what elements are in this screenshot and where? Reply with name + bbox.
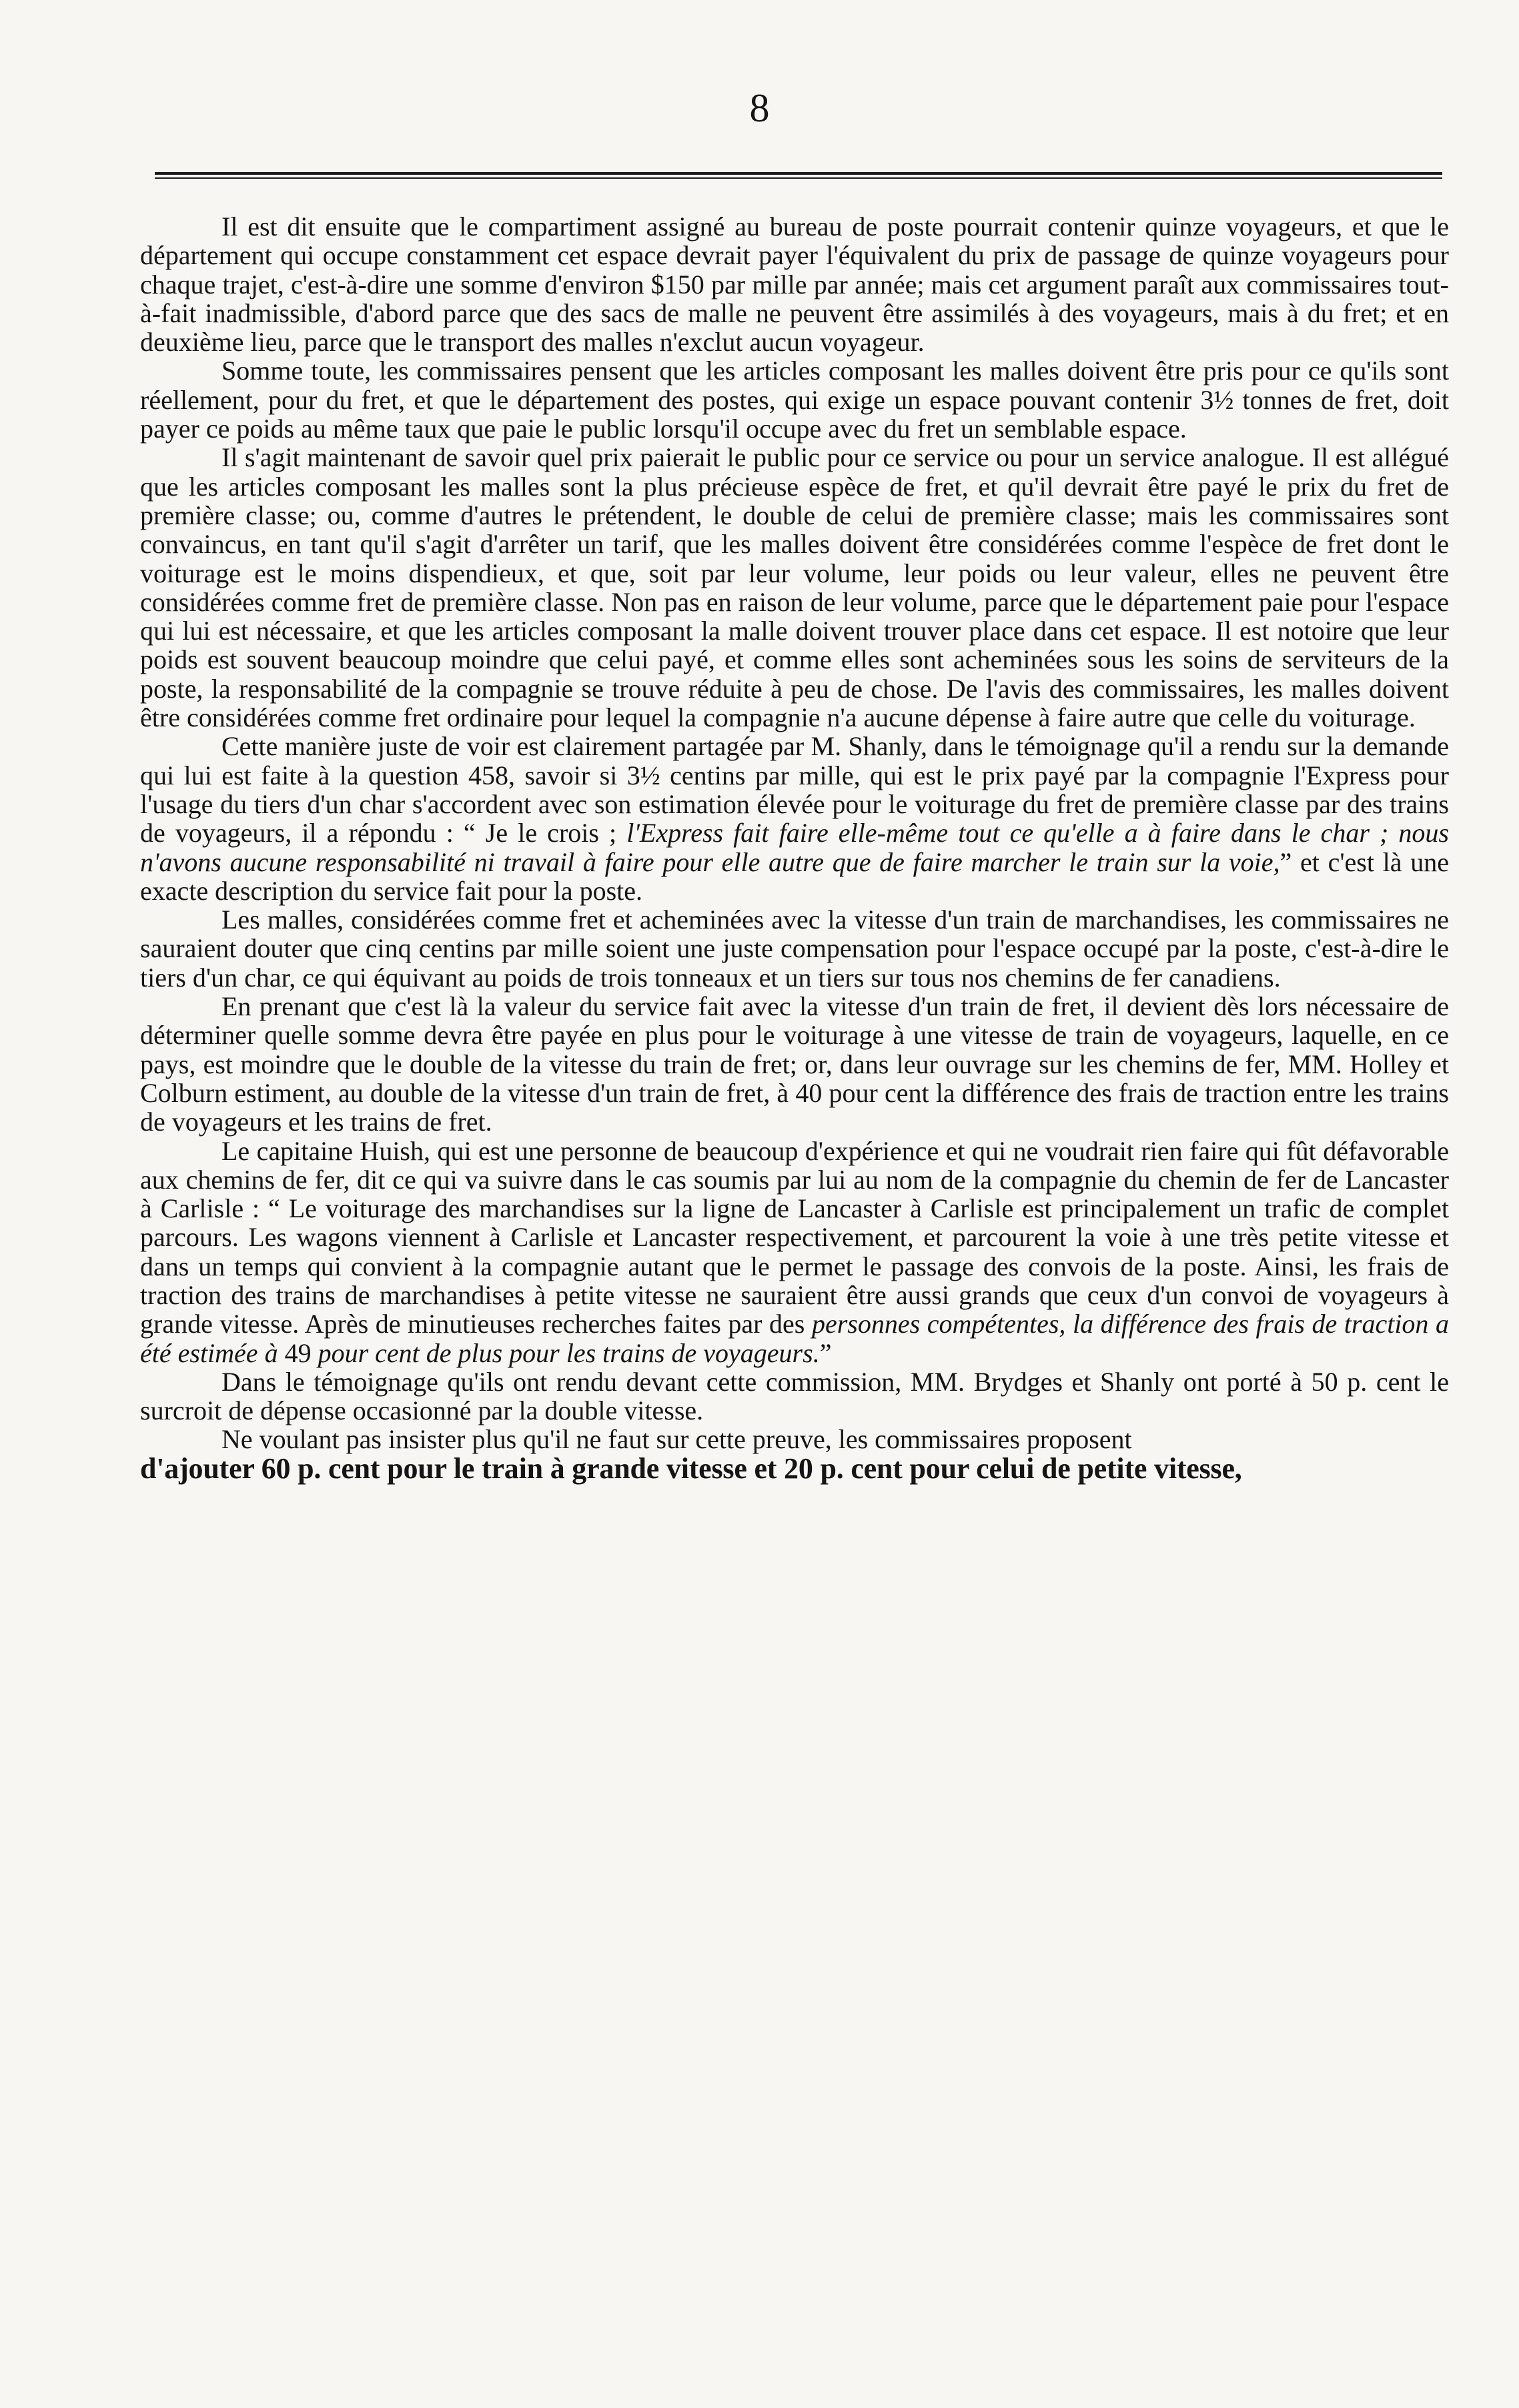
italic-quote: personnes compétentes, la différence des frais de traction a été estimée à bbox=[140, 1309, 1449, 1368]
paragraph bbox=[140, 1137, 1449, 1367]
paragraph bbox=[140, 212, 1449, 356]
text-segment: Les malles, considérées comme fret et acheminées avec la vitesse d'un train de marchandises, les commissaires ne sauraient douter que cinq centins par mille soient une juste compensation pour l'espace occupé par la poste, c'est-à-dire le tiers d'un char, ce qui équivant au poids de trois tonneaux et un tiers sur tous nos chemins de fer canadiens. bbox=[140, 905, 1449, 993]
text-segment: Il est dit ensuite que le compartiment assigné au bureau de poste pourrait contenir quinze voyageurs, et que le département qui occupe constamment cet espace devrait payer l'équivalent du prix de passage de quinze voyageurs pour chaque trajet, c'est-à-dire une somme d'environ $150 par mille par année; mais cet argument paraît aux commissaires tout-à-fait inadmissible, d'abord parce que des sacs de malle ne peuvent être assimilés à des voyageurs, mais à du fret; et en deuxième lieu, parce que le transport des malles n'exclut aucun voyageur. bbox=[140, 211, 1449, 358]
paragraph bbox=[140, 1367, 1449, 1425]
paragraph-last-line bbox=[140, 1451, 1449, 1485]
text-segment: ” bbox=[819, 1337, 832, 1368]
paragraph bbox=[140, 356, 1449, 443]
text-segment: ” et c'est là une exacte description du service fait pour la poste. bbox=[140, 846, 1449, 906]
paragraph bbox=[140, 1425, 1449, 1453]
text-segment: Somme toute, les commissaires pensent que les articles composant les malles doivent être pris pour ce qu'ils sont réellement, pour du fret, et que le département des postes, qui exige un espace pouvant contenir 3½ tonnes de fret, doit payer ce poids au même taux que paie le public lorsqu'il occupe avec du fret un semblable espace. bbox=[140, 356, 1449, 444]
text-segment: Dans le témoignage qu'ils ont rendu devant cette commission, MM. Brydges et Shanly ont porté à 50 p. cent le surcroit de dépense occasionné par la double vitesse. bbox=[140, 1366, 1449, 1426]
header-rule bbox=[155, 172, 1442, 179]
text-segment: En prenant que c'est là la valeur du service fait avec la vitesse d'un train de fret, il devient dès lors nécessaire de déterminer quelle somme devra être payée en plus pour le voiturage à une vitesse de train de voyageurs, laquelle, en ce pays, est moindre que le double de la vitesse du train de fret; or, dans leur ouvrage sur les chemins de fer, MM. Holley et Colburn estiment, au double de la vitesse d'un train de fret, à 40 pour cent la différence des frais de traction entre les trains de voyageurs et les trains de fret. bbox=[140, 991, 1449, 1137]
paragraph bbox=[140, 905, 1449, 992]
italic-quote: pour cent de plus pour les trains de voyageurs. bbox=[318, 1337, 820, 1368]
paragraph bbox=[140, 992, 1449, 1136]
document-body bbox=[140, 212, 1449, 1483]
text-segment: d'ajouter 60 p. cent pour le train à grande vitesse et 20 p. cent pour celui de petite vitesse, bbox=[140, 1451, 1242, 1485]
text-segment: Le capitaine Huish, qui est une personne de beaucoup d'expérience et qui ne voudrait rien faire qui fût défavorable aux chemins de fer, dit ce qui va suivre dans le cas soumis par lui au nom de la compagnie du chemin de fer de Lancaster à Carlisle : “ Le voiturage des marchandises sur la ligne de Lancaster à Carlisle est principalement un trafic de complet parcours. Les wagons viennent à Carlisle et Lancaster respectivement, et parcourent la voie à une très petite vitesse et dans un temps qui convient à la compagnie autant que le permet le passage des convois de la poste. Ainsi, les frais de traction des trains de marchandises à petite vitesse ne sauraient être aussi grands que ceux d'un convoi de voyageurs à grande vitesse. Après de minutieuses recherches faites par des bbox=[140, 1135, 1449, 1339]
text-segment: 49 bbox=[278, 1337, 318, 1368]
text-segment: Ne voulant pas insister plus qu'il ne faut sur cette preuve, les commissaires proposent bbox=[221, 1424, 1132, 1455]
paragraph bbox=[140, 732, 1449, 905]
italic-quote: l'Express fait faire elle-même tout ce qu'elle a à faire dans le char ; nous n'avons aucune responsabilité ni travail à faire pour elle autre que de faire marcher le train sur la voie, bbox=[140, 818, 1449, 877]
page-number: 8 bbox=[749, 86, 770, 130]
text-segment: Cette manière juste de voir est clairement partagée par M. Shanly, dans le témoignage qu'il a rendu sur la demande qui lui est faite à la question 458, savoir si 3½ centins par mille, qui est le prix payé par la compagnie l'Express pour l'usage du tiers d'un char s'accordent avec son estimation élevée pour le voiturage du fret de première classe par des trains de voyageurs, il a répondu : “ Je le crois ; bbox=[140, 731, 1449, 848]
paragraph bbox=[140, 443, 1449, 732]
text-segment: Il s'agit maintenant de savoir quel prix paierait le public pour ce service ou pour un service analogue. Il est allégué que les articles composant les malles sont la plus précieuse espèce de fret, et qu'il devrait être payé le prix du fret de première classe; ou, comme d'autres le prétendent, le double de celui de première classe; mais les commissaires sont convaincus, en tant qu'il s'agit d'arrêter un tarif, que les malles doivent être considérées comme l'espèce de fret dont le voiturage est le moins dispendieux, et que, soit par leur volume, leur poids ou leur valeur, elles ne peuvent être considérées comme fret de première classe. Non pas en raison de leur volume, parce que le département paie pour l'espace qui lui est nécessaire, et que les articles composant la malle doivent trouver place dans cet espace. Il est notoire que leur poids est souvent beaucoup moindre que celui payé, et comme elles sont acheminées sous les soins de serviteurs de la poste, la responsabilité de la compagnie se trouve réduite à peu de chose. De l'avis des commissaires, les malles doivent être considérées comme fret ordinaire pour lequel la compagnie n'a aucune dépense à faire autre que celle du voiturage. bbox=[140, 442, 1449, 733]
